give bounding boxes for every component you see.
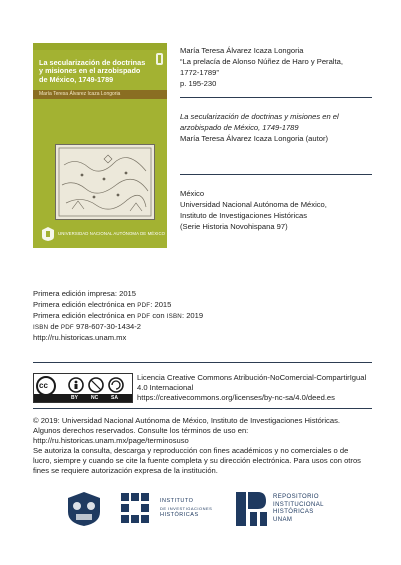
repo-logo-line: REPOSITORIO [273, 494, 319, 500]
cc-by-label: BY [71, 395, 78, 401]
iih-logo-line: DE INVESTIGACIONES [160, 506, 213, 511]
iih-logo-text [160, 498, 212, 519]
iih-logo-line: INSTITUTO [160, 498, 194, 504]
rights-line: © 2019: Universidad Nacional Autónoma de México, Instituto de Investigaciones Históricas. [33, 416, 340, 425]
edition-print: Primera edición impresa: 2015 [33, 289, 136, 298]
rights-line: Algunos derechos reservados. Consulte los términos de uso en: [33, 426, 249, 435]
book-cover [33, 43, 167, 248]
divider-2 [180, 174, 372, 175]
rights-line: lucro, siempre y cuando se cite la fuente completa y su dirección electrónica. Para usos con otros [33, 456, 361, 465]
cover-map-illustration [55, 144, 155, 220]
terms-url[interactable]: http://ru.historicas.unam.mx/page/terminosuso [33, 436, 189, 445]
unam-crest-icon [41, 226, 55, 242]
edition-ebook: Primera edición electrónica en PDF con ISBN: 2019 [33, 311, 204, 320]
publisher-line1: Universidad Nacional Autónoma de México, [180, 200, 327, 209]
license-line1: Licencia Creative Commons Atribución-NoComercial-CompartirIgual [137, 373, 367, 382]
cover-author-band [33, 90, 167, 99]
book-title-line2: arzobispado de México, 1749-1789 [180, 123, 299, 132]
publisher-line2: Instituto de Investigaciones Históricas [180, 211, 308, 220]
repo-logo-line: HISTÓRICAS [273, 509, 314, 515]
cc-nc-label: NC [91, 395, 99, 401]
license-url[interactable]: https://creativecommons.org/licenses/by-nc-sa/4.0/deed.es [137, 393, 335, 402]
publisher-series: (Serie Historia Novohispana 97) [180, 222, 288, 231]
license-line2: 4.0 Internacional [137, 383, 194, 392]
repo-logo-line: INSTITUCIONAL [273, 501, 324, 508]
rights-line: Se autoriza la consulta, descarga y reproducción con fines académicos y no comerciales o de [33, 446, 349, 455]
chapter-title-line2: 1772-1789” [180, 68, 219, 77]
cc-license-badge[interactable] [33, 373, 133, 403]
book-author: María Teresa Álvarez Icaza Longoria (autor) [180, 134, 329, 143]
cc-sa-label: SA [111, 395, 118, 401]
chapter-title-line1: “La prelacía de Alonso Núñez de Haro y Peralta, [180, 57, 343, 66]
cc-mark: cc [39, 381, 48, 390]
repositorio-logo-icon [236, 492, 268, 526]
cover-series-strip [33, 43, 167, 50]
repositorio-logo-text [273, 494, 324, 524]
old-map-icon [56, 145, 154, 219]
chapter-pages: p. 195-230 [180, 79, 217, 88]
divider-1 [180, 97, 372, 98]
publisher-place: México [180, 189, 205, 198]
divider-3 [33, 362, 372, 363]
book-title-line1: La secularización de doctrinas y misiones en el [180, 112, 339, 121]
iih-logo-line: HISTÓRICAS [160, 512, 199, 518]
repository-url[interactable]: http://ru.historicas.unam.mx [33, 333, 127, 342]
unam-logo-icon [66, 490, 102, 528]
edition-pdf: Primera edición electrónica en PDF: 2015 [33, 300, 172, 309]
chapter-author: María Teresa Álvarez Icaza Longoria [180, 46, 304, 55]
divider-4 [33, 408, 372, 409]
cover-author: María Teresa Álvarez Icaza Longoria [39, 91, 121, 97]
edition-isbn: ISBN de PDF 978-607-30-1434-2 [33, 322, 142, 331]
repo-logo-line: UNAM [273, 516, 293, 523]
rights-line: fines se requiere autorización expresa de la institución. [33, 466, 218, 475]
iih-logo-icon [121, 493, 157, 525]
cover-footer: UNIVERSIDAD NACIONAL AUTÓNOMA DE MÉXICO [58, 231, 166, 236]
unam-crest-small-icon [155, 52, 164, 66]
cover-title: La secularización de doctrinas y misiones en el arzobispado de México, 1749-1789 [39, 58, 146, 84]
